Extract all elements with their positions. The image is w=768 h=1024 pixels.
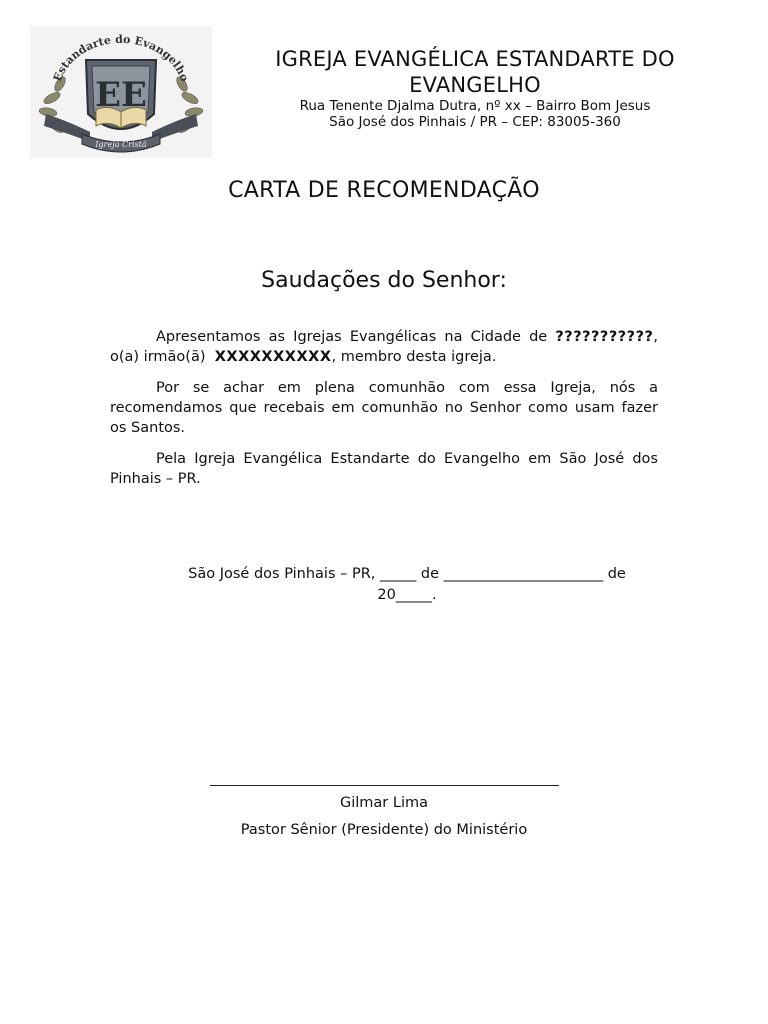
svg-text:Estandarte do Evangelho: Estandarte do Evangelho [50,32,192,84]
city-placeholder: ??????????? [555,329,654,345]
signature-line [210,785,559,786]
letter-body [110,327,658,500]
date-line-2: 20_____. [377,587,437,603]
document-title: CARTA DE RECOMENDAÇÃO [228,178,540,203]
date-block [170,564,644,606]
paragraph-3: Pela Igreja Evangélica Estandarte do Evangelho em São José dos Pinhais – PR. [110,451,658,487]
open-bible-crest-icon [30,26,212,158]
svg-text:EE: EE [95,75,147,115]
date-line-1: São José dos Pinhais – PR, _____ de ______________________ de [188,566,626,582]
paragraph-1 [110,327,658,367]
svg-text:Igreja Cristã: Igreja Cristã [95,140,147,149]
paragraph-1-intro: Apresentamos as Igrejas Evangélicas na Cidade de [156,329,548,345]
paragraph-1-end: , membro desta igreja. [331,349,497,365]
member-name-placeholder: XXXXXXXXXX [214,349,332,365]
paragraph-1-mid: , o(a) irmão(ã) [110,329,659,365]
greeting: Saudações do Senhor: [261,268,507,293]
church-name: IGREJA EVANGÉLICA ESTANDARTE DO EVANGELHO [275,47,675,97]
address-line-1: Rua Tenente Djalma Dutra, nº xx – Bairro Bom Jesus [299,98,651,114]
church-logo [30,26,212,158]
signer-role: Pastor Sênior (Presidente) do Ministério [240,822,528,838]
signer-name: Gilmar Lima [340,795,428,811]
paragraph-2: Por se achar em plena comunhão com essa Igreja, nós a recomendamos que recebais em comunhão no Senhor como usam fazer os Santos. [110,380,658,436]
address-line-2: São José dos Pinhais / PR – CEP: 83005-360 [329,114,621,130]
